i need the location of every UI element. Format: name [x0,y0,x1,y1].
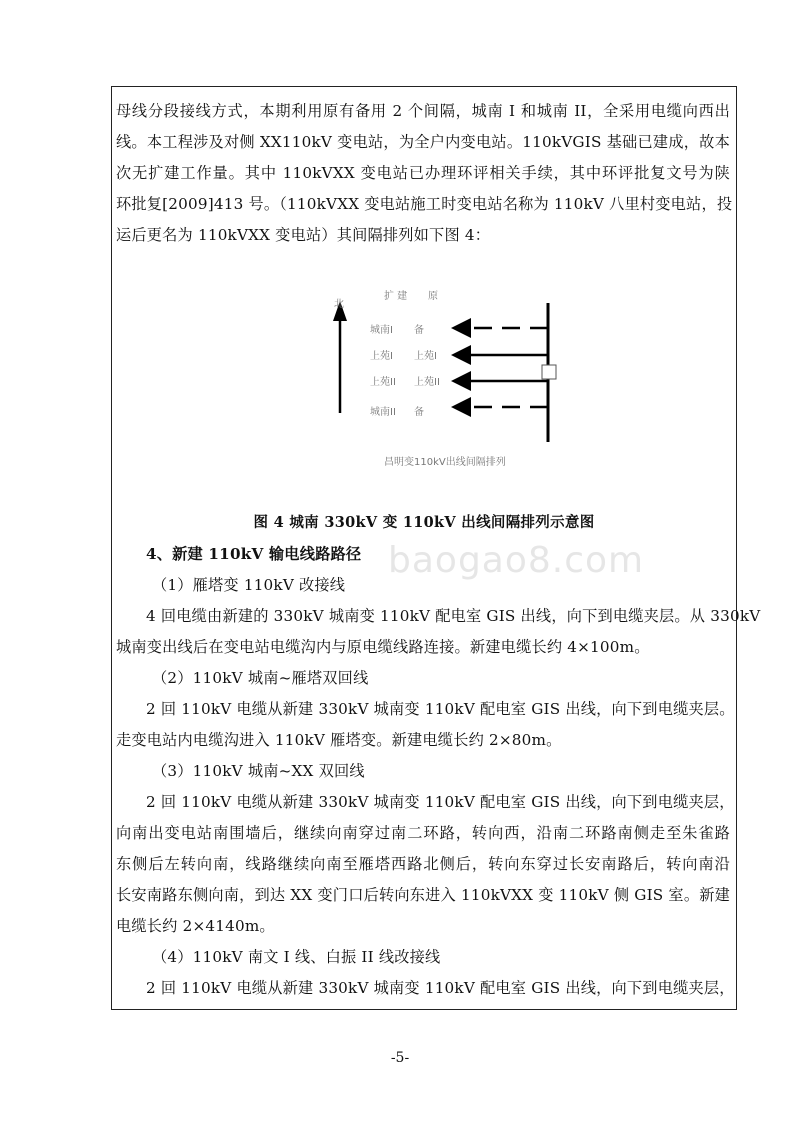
item-line: 2 回 110kV 电缆从新建 330kV 城南变 110kV 配电室 GIS 出线，向下到电缆夹层， [146,979,735,997]
figure-caption: 图 4 城南 330kV 变 110kV 出线间隔排列示意图 [253,514,595,531]
item-line: 电缆长约 2×4140m。 [116,917,275,935]
bay-arrangement-diagram [112,87,738,487]
row-right-label: 上苑II [414,377,440,388]
col-original-label: 原 [428,291,438,302]
paragraph-line: 环批复[2009]413 号。（110kVXX 变电站施工时变电站名称为 110kV 八里村变电站，投 [116,195,733,213]
item-line: 走变电站内电缆沟进入 110kV 雁塔变。新建电缆长约 2×80m。 [116,731,562,749]
item-line: 2 回 110kV 电缆从新建 330kV 城南变 110kV 配电室 GIS 出线，向下到电缆夹层， [146,793,735,811]
item-line: 城南变出线后在变电站电缆沟内与原电缆线路连接。新建电缆长约 4×100m。 [116,638,650,656]
item-line: 2 回 110kV 电缆从新建 330kV 城南变 110kV 配电室 GIS 出线，向下到电缆夹层。 [146,700,735,718]
row-left-label: 上苑I [370,351,393,362]
item-title: （3）110kV 城南~XX 双回线 [152,762,365,780]
col-expand-label: 扩 建 [384,291,408,302]
item-title: （1）雁塔变 110kV 改接线 [152,576,346,594]
busbar-coupler [542,365,556,379]
row-right-label: 上苑I [414,351,437,362]
diagram-caption: 昌明变110kV出线间隔排列 [384,457,506,468]
north-label: 北 [334,299,344,310]
row-left-label: 城南I [370,325,393,336]
content-table-frame [111,86,761,1010]
paragraph-line: 次无扩建工作量。其中 110kVXX 变电站已办理环评相关手续，其中环评批复文号为陕 [116,164,730,182]
section-heading: 4、新建 110kV 输电线路路径 [146,545,362,563]
item-line: 长安南路东侧向南，到达 XX 变门口后转向东进入 110kVXX 变 110kV 侧 GIS 室。新建 [116,886,730,904]
paragraph-line: 母线分段接线方式，本期利用原有备用 2 个间隔，城南 I 和城南 II，全采用电缆向西出 [116,102,730,120]
row-left-label: 城南II [370,407,396,418]
paragraph-line: 线。本工程涉及对侧 XX110kV 变电站，为全户内变电站。110kVGIS 基础已建成，故本 [116,133,730,151]
row-left-label: 上苑II [370,377,396,388]
item-title: （2）110kV 城南~雁塔双回线 [152,669,369,687]
watermark: baogao8.com [388,540,645,581]
row-right-label: 备 [414,325,424,336]
item-line: 东侧后左转向南，线路继续向南至雁塔西路北侧后，转向东穿过长安南路后，转向南沿 [116,855,730,873]
item-title: （4）110kV 南文 I 线、白振 II 线改接线 [152,948,441,966]
page-number: -5- [390,1050,410,1066]
item-line: 4 回电缆由新建的 330kV 城南变 110kV 配电室 GIS 出线，向下到电缆夹层。从 330kV [146,607,761,625]
row-right-label: 备 [414,407,424,418]
item-line: 向南出变电站南围墙后，继续向南穿过南二环路，转向西，沿南二环路南侧走至朱雀路 [116,824,730,842]
paragraph-line: 运后更名为 110kVXX 变电站）其间隔排列如下图 4： [116,226,491,244]
